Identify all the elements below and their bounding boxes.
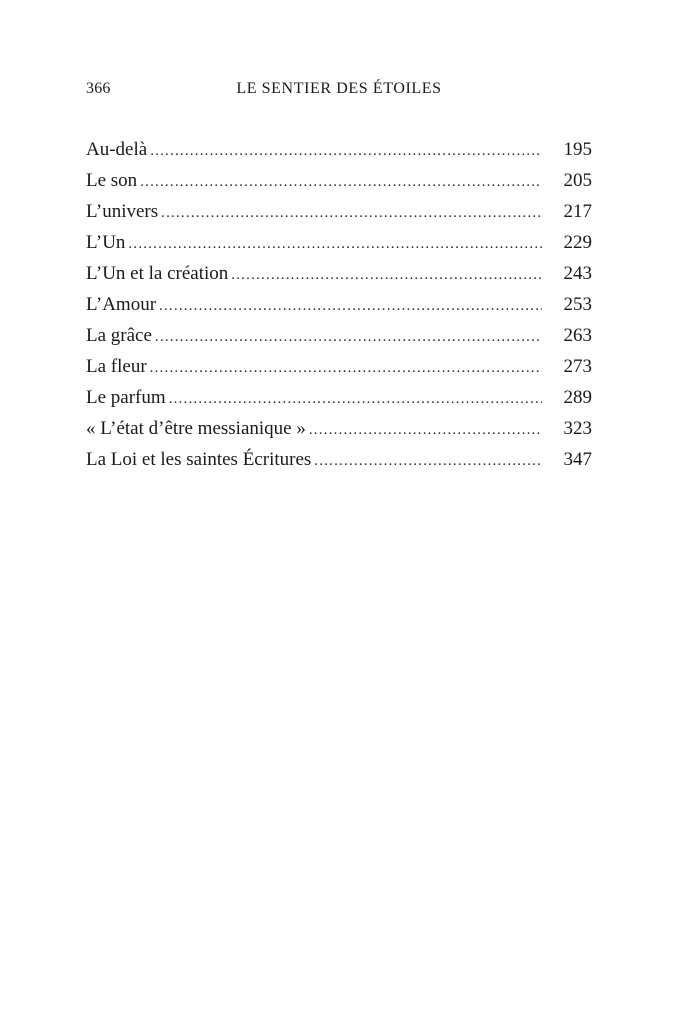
toc-entry — [86, 289, 592, 320]
toc-entry — [86, 413, 592, 444]
toc-entry-page: 205 — [563, 170, 592, 191]
toc-entry-title: « L’état d’être messianique » — [86, 418, 306, 439]
toc-entry — [86, 196, 592, 227]
dot-leader — [155, 322, 542, 353]
toc-entry — [86, 320, 592, 351]
toc-entry-title: Le parfum — [86, 387, 166, 408]
toc-entry — [86, 444, 592, 475]
toc-entry-page: 195 — [563, 139, 592, 160]
table-of-contents — [86, 134, 592, 475]
toc-entry-title: Au-delà — [86, 139, 148, 160]
toc-entry-title: L’univers — [86, 201, 159, 222]
dot-leader — [128, 229, 542, 260]
toc-entry-title: L’Amour — [86, 294, 157, 315]
toc-entry-page: 243 — [563, 263, 592, 284]
toc-entry-title: La grâce — [86, 325, 152, 346]
dot-leader — [150, 136, 542, 167]
toc-entry — [86, 134, 592, 165]
toc-entry-page: 289 — [563, 387, 592, 408]
dot-leader — [150, 353, 542, 384]
toc-entry-title: Le son — [86, 170, 138, 191]
dot-leader — [169, 384, 542, 415]
toc-entry-title: La Loi et les saintes Écritures — [86, 449, 312, 470]
toc-entry-page: 273 — [563, 356, 592, 377]
page-number: 366 — [86, 80, 111, 97]
running-title: LE SENTIER DES ÉTOILES — [236, 80, 442, 97]
dot-leader — [161, 198, 542, 229]
toc-entry — [86, 382, 592, 413]
running-head — [86, 80, 592, 104]
dot-leader — [314, 446, 542, 477]
toc-entry-page: 347 — [563, 449, 592, 470]
toc-entry — [86, 258, 592, 289]
dot-leader — [309, 415, 542, 446]
toc-entry-page: 323 — [563, 418, 592, 439]
toc-entry-title: La fleur — [86, 356, 147, 377]
toc-entry-page: 253 — [563, 294, 592, 315]
dot-leader — [159, 291, 542, 322]
dot-leader — [140, 167, 542, 198]
toc-entry-page: 263 — [563, 325, 592, 346]
toc-entry-title: L’Un et la création — [86, 263, 229, 284]
toc-entry — [86, 351, 592, 382]
toc-entry — [86, 227, 592, 258]
toc-entry-page: 229 — [563, 232, 592, 253]
toc-entry — [86, 165, 592, 196]
toc-entry-page: 217 — [563, 201, 592, 222]
toc-entry-title: L’Un — [86, 232, 126, 253]
dot-leader — [231, 260, 542, 291]
